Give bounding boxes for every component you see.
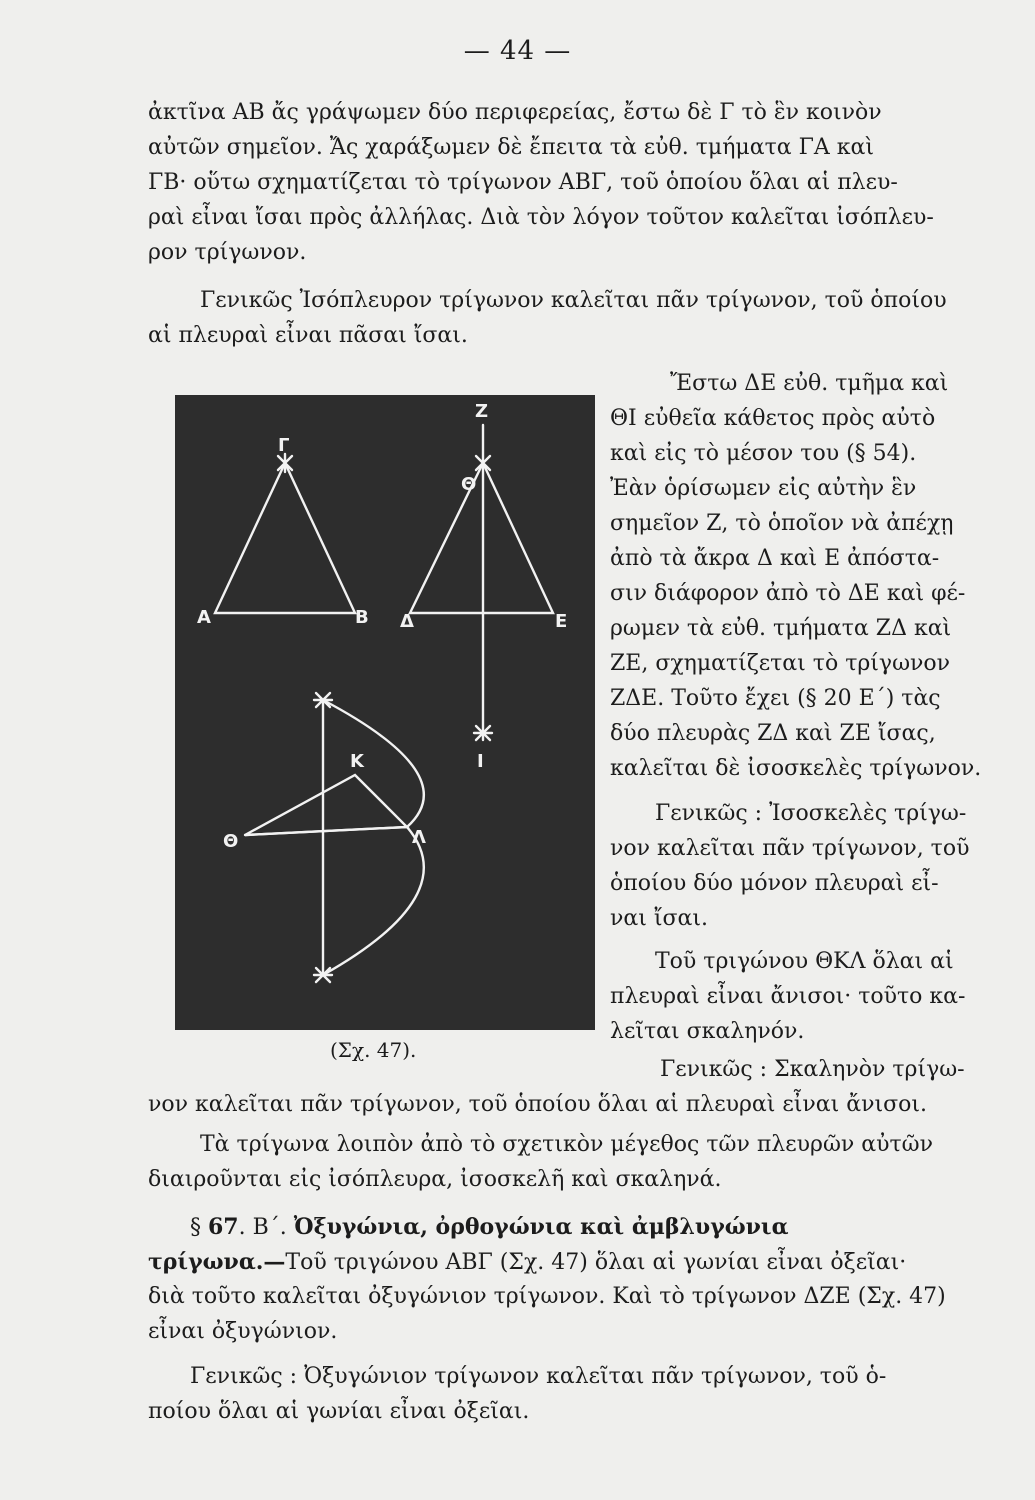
section-heading-cont: τρίγωνα.— [148, 1249, 286, 1275]
figure-47-drawing [175, 395, 595, 1030]
text-line: Τὰ τρίγωνα λοιπὸν ἀπὸ τὸ σχετικὸν μέγεθος τῶν πλευρῶν αὐτῶν [200, 1132, 933, 1157]
arc [323, 700, 424, 975]
text-line: σημεῖον Ζ, τὸ ὁποῖον νὰ ἀπέχῃ [610, 511, 954, 536]
text-line: αὐτῶν σημεῖον. Ἄς χαράξωμεν δὲ ἔπειτα τὰ εὐθ. τμήματα ΓΑ καὶ [148, 135, 874, 160]
text-line: αἱ πλευραὶ εἶναι πᾶσαι ἴσαι. [148, 323, 468, 348]
text-line: διαιροῦνται εἰς ἰσόπλευρα, ἰσοσκελῆ καὶ σκαληνά. [148, 1167, 722, 1192]
section-number: 67 [208, 1214, 239, 1240]
text-line: Γενικῶς : Ὀξυγώνιον τρίγωνον καλεῖται πᾶν τρίγωνον, τοῦ ὁ- [190, 1364, 887, 1389]
text-line: ναι ἴσαι. [610, 906, 708, 931]
triangle-dze [410, 463, 553, 613]
text-line: καλεῖται δὲ ἰσοσκελὲς τρίγωνον. [610, 756, 982, 781]
star-marks [278, 454, 492, 982]
text-line: ραὶ εἶναι ἴσαι πρὸς ἀλλήλας. Διὰ τὸν λόγον τοῦτον καλεῖται ἰσόπλευ- [148, 205, 934, 230]
base-th-l [245, 827, 407, 835]
section-label: . Β΄. [238, 1215, 287, 1240]
label-k: Κ [350, 751, 364, 772]
label-th2: Θ [223, 831, 239, 852]
text-line: ἀκτῖνα ΑΒ ἄς γράψωμεν δύο περιφερείας, ἔστω δὲ Γ τὸ ἓν κοινὸν [148, 100, 882, 125]
label-g: Γ [278, 435, 290, 456]
text-line: ΘΙ εὐθεῖα κάθετος πρὸς αὐτὸ [610, 406, 936, 431]
text-line: καὶ εἰς τὸ μέσον του (§ 54). [610, 441, 917, 466]
label-b: Β [355, 607, 369, 628]
text-line: σιν διάφορον ἀπὸ τὸ ΔΕ καὶ φέ- [610, 581, 966, 606]
section-heading: Ὀξυγώνια, ὀρθογώνια καὶ ἀμβλυγώνια [293, 1214, 789, 1240]
label-z: Ζ [475, 401, 489, 422]
section-symbol: § [190, 1215, 201, 1240]
label-th1: Θ [461, 474, 477, 495]
triangle-thkl [245, 775, 407, 835]
text-line: ΓΒ· οὕτω σχηματίζεται τὸ τρίγωνον ΑΒΓ, τοῦ ὁποίου ὅλαι αἱ πλευ- [148, 170, 898, 195]
text-line: Ἐὰν ὁρίσωμεν εἰς αὐτὴν ἓν [610, 476, 917, 501]
text-line: ΖΔΕ. Τοῦτο ἔχει (§ 20 Ε΄) τὰς [610, 686, 941, 711]
label-l: Λ [412, 827, 426, 848]
text-line: ρωμεν τὰ εὐθ. τμήματα ΖΔ καὶ [610, 616, 952, 641]
text-line: νον καλεῖται πᾶν τρίγωνον, τοῦ [610, 836, 970, 861]
text-line: Τοῦ τριγώνου ΘΚΛ ὅλαι αἱ [655, 949, 954, 974]
text-line: Γενικῶς : Σκαληνὸν τρίγω- [660, 1057, 965, 1082]
text-line: πλευραὶ εἶναι ἄνισοι· τοῦτο κα- [610, 984, 966, 1009]
label-e: Ε [555, 611, 568, 632]
figure-47 [175, 395, 595, 1030]
text-line: ὁποίου δύο μόνον πλευραὶ εἶ- [610, 871, 939, 896]
text-line: εἶναι ὀξυγώνιον. [148, 1319, 338, 1344]
page-number: — 44 — [463, 36, 572, 66]
section-heading-line [190, 1210, 789, 1246]
text-line: ἀπὸ τὰ ἄκρα Δ καὶ Ε ἀπόστα- [610, 546, 940, 571]
label-a: Α [197, 607, 211, 628]
text-line: ρον τρίγωνον. [148, 240, 307, 265]
triangle-abg [215, 463, 355, 613]
text-line: Ἔστω ΔΕ εὐθ. τμῆμα καὶ [670, 371, 949, 396]
text-line: τρίγωνα.—Τοῦ τριγώνου ΑΒΓ (Σχ. 47) ὅλαι αἱ γωνίαι εἶναι ὀξεῖαι· [148, 1249, 907, 1275]
text-line: νον καλεῖται πᾶν τρίγωνον, τοῦ ὁποίου ὅλαι αἱ πλευραὶ εἶναι ἄνισοι. [148, 1092, 927, 1117]
text-line: λεῖται σκαληνόν. [610, 1019, 805, 1044]
text-line: ΖΕ, σχηματίζεται τὸ τρίγωνον [610, 651, 951, 676]
text-line: δύο πλευρὰς ΖΔ καὶ ΖΕ ἴσας, [610, 721, 936, 746]
label-i: Ι [477, 751, 484, 772]
text-line: ποίου ὅλαι αἱ γωνίαι εἶναι ὀξεῖαι. [148, 1399, 530, 1424]
label-d: Δ [400, 611, 414, 632]
text-line: Γενικῶς Ἰσόπλευρον τρίγωνον καλεῖται πᾶν τρίγωνον, τοῦ ὁποίου [200, 288, 947, 313]
text-line: Γενικῶς : Ἰσοσκελὲς τρίγω- [655, 801, 967, 826]
figure-caption: (Σχ. 47). [330, 1038, 417, 1062]
text-line: διὰ τοῦτο καλεῖται ὀξυγώνιον τρίγωνον. Καὶ τὸ τρίγωνον ΔΖΕ (Σχ. 47) [148, 1284, 946, 1309]
